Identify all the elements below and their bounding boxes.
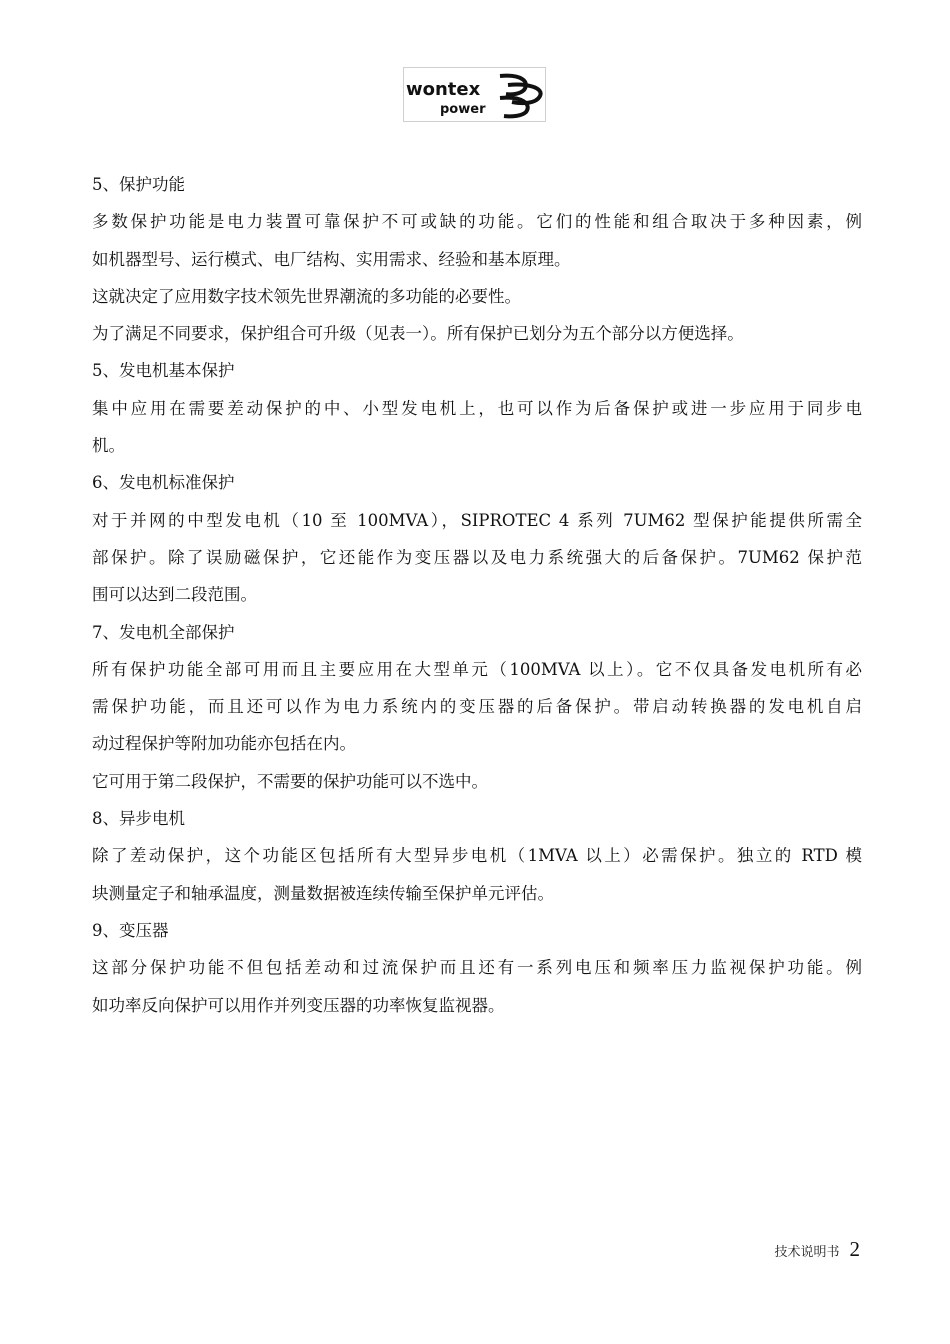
text-line: 7、发电机全部保护 [92, 622, 235, 642]
text-line: 对于并网的中型发电机（10 至 100MVA），SIPROTEC 4 系列 7UM62 型保护能提供所需全 [92, 510, 862, 530]
text-line: 8、异步电机 [92, 809, 185, 829]
text-line: 需保护功能，而且还可以作为电力系统内的变压器的后备保护。带启动转换器的发电机自启 [92, 697, 862, 717]
text-line: 如机器型号、运行模式、电厂结构、实用需求、经验和基本原理。 [92, 249, 571, 269]
text-line: 这就决定了应用数字技术领先世界潮流的多功能的必要性。 [92, 286, 521, 306]
logo-word-top: wontex [406, 79, 481, 100]
text-line: 围可以达到二段范围。 [92, 585, 257, 605]
text-line: 它可用于第二段保护，不需要的保护功能可以不选中。 [92, 771, 488, 791]
text-line: 动过程保护等附加功能亦包括在内。 [92, 734, 356, 754]
text-line: 块测量定子和轴承温度，测量数据被连续传输至保护单元评估。 [92, 883, 554, 903]
text-line: 如功率反向保护可以用作并列变压器的功率恢复监视器。 [92, 995, 505, 1015]
company-logo [403, 67, 546, 122]
text-line: 机。 [92, 436, 125, 456]
text-line: 5、保护功能 [92, 175, 185, 194]
text-line: 所有保护功能全部可用而且主要应用在大型单元（100MVA 以上）。它不仅具备发电机所有必 [92, 659, 862, 679]
text-line: 部保护。除了误励磁保护，它还能作为变压器以及电力系统强大的后备保护。7UM62 保护范 [92, 547, 862, 567]
text-line: 这部分保护功能不但包括差动和过流保护而且还有一系列电压和频率压力监视保护功能。例 [92, 958, 862, 978]
page-footer [774, 1237, 860, 1262]
text-line: 5、发电机基本保护 [92, 361, 235, 381]
text-line: 为了满足不同要求，保护组合可升级（见表一）。所有保护已划分为五个部分以方便选择。 [92, 324, 744, 344]
footer-label: 技术说明书 [774, 1245, 840, 1260]
double-spiral-logo-icon [404, 68, 545, 121]
text-line: 多数保护功能是电力装置可靠保护不可或缺的功能。它们的性能和组合取决于多种因素，例 [92, 212, 862, 232]
document-body [92, 166, 862, 1024]
logo-word-bottom: power [440, 102, 486, 117]
page-number: 2 [849, 1237, 860, 1261]
text-line: 9、变压器 [92, 920, 169, 940]
text-line: 除了差动保护，这个功能区包括所有大型异步电机（1MVA 以上）必需保护。独立的 RTD 模 [92, 846, 862, 866]
text-line: 6、发电机标准保护 [92, 473, 235, 493]
text-line: 集中应用在需要差动保护的中、小型发电机上，也可以作为后备保护或进一步应用于同步电 [92, 398, 862, 418]
